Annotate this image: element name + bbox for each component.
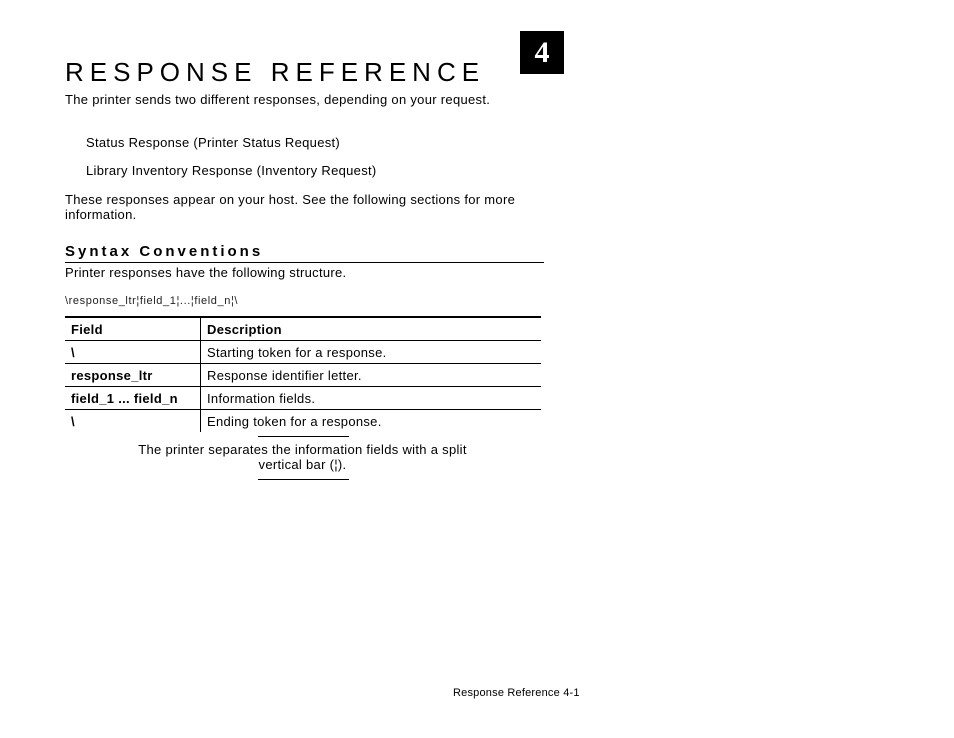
table-header-cell: Description <box>201 317 542 341</box>
field-cell: \ <box>65 410 201 433</box>
field-cell: response_ltr <box>65 364 201 387</box>
description-cell: Response identifier letter. <box>201 364 542 387</box>
page-footer: Response Reference 4-1 <box>453 687 580 699</box>
note-top-rule <box>258 436 349 437</box>
table-row <box>65 410 541 433</box>
note-bottom-rule <box>258 479 349 480</box>
description-cell: Starting token for a response. <box>201 341 542 364</box>
intro-paragraph: The printer sends two different responses, depending on your request. <box>65 92 491 107</box>
chapter-number-badge: 4 <box>520 31 564 74</box>
hosts-paragraph: These responses appear on your host. See the following sections for more information. <box>65 192 516 222</box>
table-header-row <box>65 317 541 341</box>
page-title: RESPONSE REFERENCE <box>65 57 486 88</box>
response-list-item: Library Inventory Response (Inventory Request) <box>86 163 377 178</box>
field-cell: \ <box>65 341 201 364</box>
table-row <box>65 341 541 364</box>
table-row <box>65 364 541 387</box>
response-list-item: Status Response (Printer Status Request) <box>86 135 341 150</box>
table-header-cell: Field <box>65 317 201 341</box>
section-heading: Syntax Conventions <box>65 243 544 263</box>
description-cell: Information fields. <box>201 387 542 410</box>
structure-paragraph: Printer responses have the following structure. <box>65 265 347 280</box>
field-table <box>65 316 541 432</box>
field-cell: field_1 ... field_n <box>65 387 201 410</box>
syntax-line: \response_ltr¦field_1¦...¦field_n¦\ <box>65 295 239 307</box>
note-text: The printer separates the information fields with a split vertical bar (¦). <box>138 442 467 472</box>
description-cell: Ending token for a response. <box>207 413 382 429</box>
table-row <box>65 387 541 410</box>
